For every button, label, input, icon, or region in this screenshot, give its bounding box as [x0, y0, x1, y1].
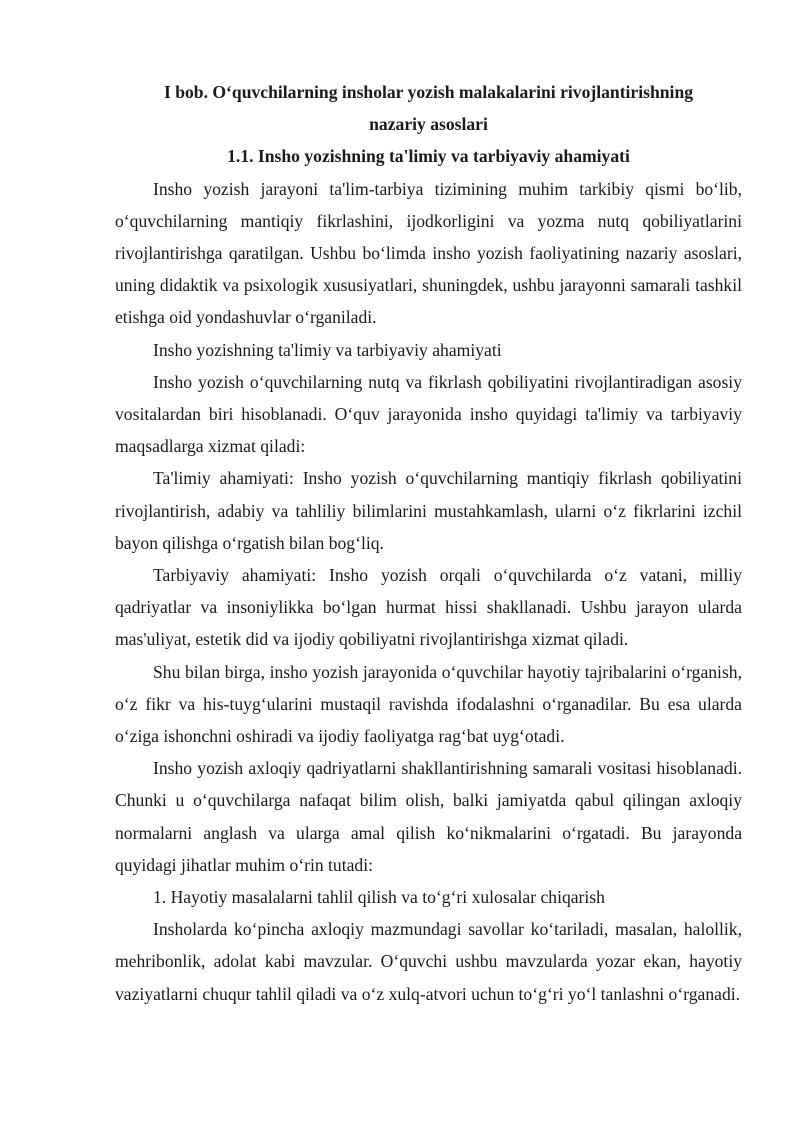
- paragraph-educational: Ta'limiy ahamiyati: Insho yozish o‘quvchilarning mantiqiy fikrlash qobiliyatini rivojlantirish, adabiy va tahliliy bilimlarini mustahkamlash, ularni o‘z fikrlarini izchil bayon qilishga o‘rgatish bilan bog‘liq.: [115, 468, 742, 553]
- paragraph-heading: Insho yozishning ta'limiy va tarbiyaviy ahamiyati: [153, 339, 502, 360]
- paragraph-analysis: Insholarda ko‘pincha axloqiy mazmundagi savollar ko‘tariladi, masalan, halollik, mehribonlik, adolat kabi mavzular. O‘quvchi ushbu mavzularda yozar ekan, hayotiy vaziyatlarni chuqur tahlil qiladi va o‘z xulq-atvori uchun to‘g‘ri yo‘l tanlashni o‘rganadi.: [115, 919, 742, 1004]
- paragraph-upbringing: Tarbiyaviy ahamiyati: Insho yozish orqali o‘quvchilarda o‘z vatani, milliy qadriyatlar va insoniylikka bo‘lgan hurmat hissi shakllanadi. Ushbu jarayon ularda mas'uliyat, estetik did va ijodiy qobiliyatni rivojlantirishga xizmat qiladi.: [115, 565, 742, 650]
- chapter-title-line-1: I bob. O‘quvchilarning insholar yozish malakalarini rivojlantirishning: [163, 82, 694, 102]
- paragraph-moral-values: Insho yozish axloqiy qadriyatlarni shakllantirishning samarali vositasi hisoblanadi. Chunki u o‘quvchilarga nafaqat bilim olish, balki jamiyatda qabul qilingan axloqiy normalarni anglash va ularga amal qilish ko‘nikmalarini o‘rgatadi. Bu jarayonda quyidagi jihatlar muhim o‘rin tutadi:: [115, 758, 742, 875]
- paragraph-experience: Shu bilan birga, insho yozish jarayonida o‘quvchilar hayotiy tajribalarini o‘rganish, o‘z fikr va his-tuyg‘ularini mustaqil ravishda ifodalashni o‘rganadilar. Bu esa ularda o‘ziga ishonchni oshiradi va ijodiy faoliyatga rag‘bat uyg‘otadi.: [115, 661, 742, 747]
- paragraph-purpose: Insho yozish o‘quvchilarning nutq va fikrlash qobiliyatini rivojlantiradigan asosiy vositalardan biri hisoblanadi. O‘quv jarayonida insho quyidagi ta'limiy va tarbiyaviy maqsadlarga xizmat qiladi:: [115, 371, 742, 457]
- chapter-title-line-2: nazariy asoslari: [369, 114, 488, 135]
- list-item-1: 1. Hayotiy masalalarni tahlil qilish va to‘g‘ri xulosalar chiqarish: [153, 887, 605, 908]
- section-title: 1.1. Insho yozishning ta'limiy va tarbiyaviy ahamiyati: [227, 146, 630, 167]
- chapter-title: [115, 76, 742, 140]
- paragraph-intro: Insho yozish jarayoni ta'lim-tarbiya tizimining muhim tarkibiy qismi bo‘lib, o‘quvchilarning mantiqiy fikrlashini, ijodkorligini va yozma nutq qobiliyatlarini rivojlantirishga qaratilgan. Ushbu bo‘limda insho yozish faoliyatining nazariy asoslari, uning didaktik va psixologik xususiyatlari, shuningdek, ushbu jarayonni samarali tashkil etishga oid yondashuvlar o‘rganiladi.: [115, 178, 742, 328]
